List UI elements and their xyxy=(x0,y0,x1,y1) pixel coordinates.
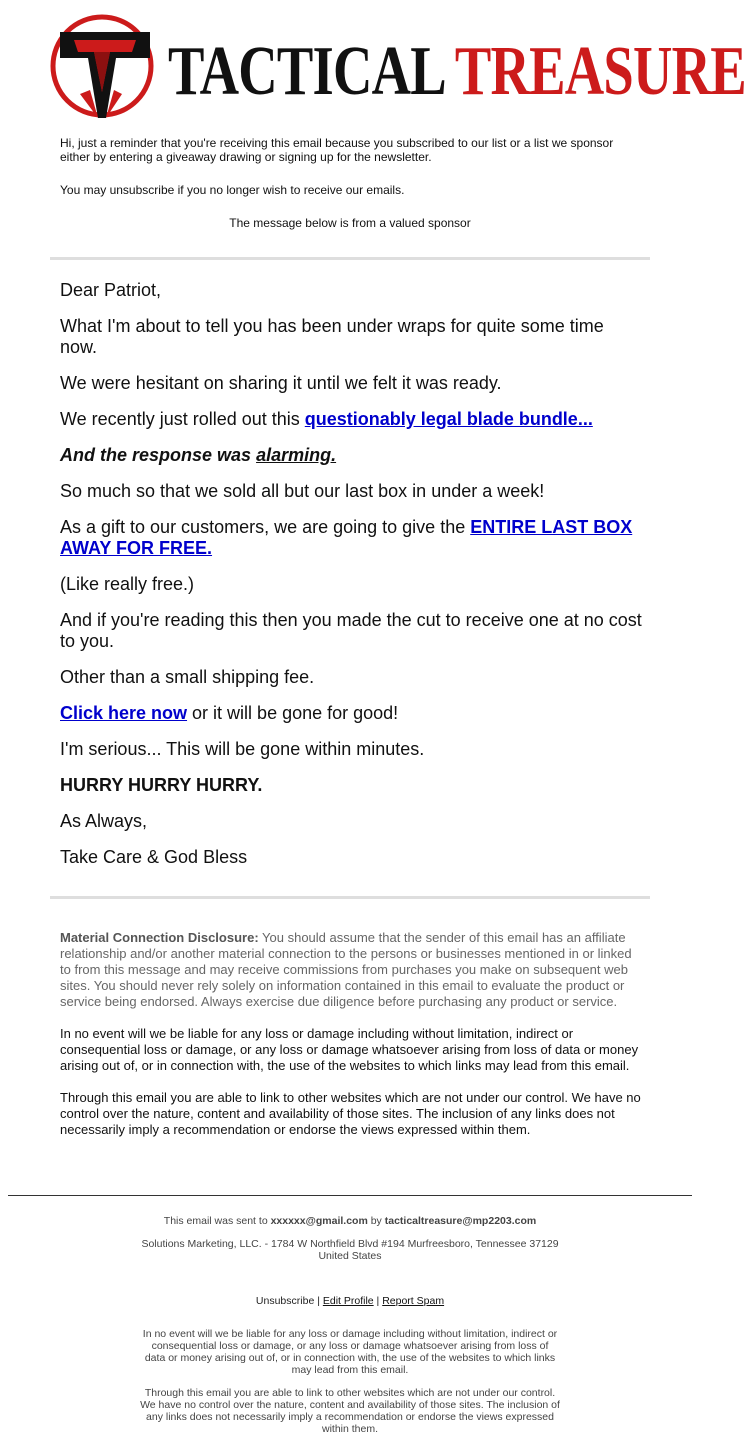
message-body xyxy=(60,280,645,883)
greeting: Dear Patriot, xyxy=(60,280,162,300)
liability-notice: In no event will we be liable for any loss or damage including without limitation, indirect or consequential loss or damage, or any loss or damage whatsoever arising from loss of data or money arising out of, or in connection with, the use of the websites to which links may lead from this email. xyxy=(60,1026,639,1073)
alarming-emphasis: alarming. xyxy=(256,445,337,465)
unsubscribe-link[interactable]: Unsubscribe xyxy=(255,1295,315,1307)
external-links-notice: Through this email you are able to link to other websites which are not under our control. We have no control over the nature, content and availability of those sites. The inclusion of any links does not necessarily imply a recommendation or endorse the views expressed within them. xyxy=(60,1090,641,1137)
message-paragraph: Other than a small shipping fee. xyxy=(60,667,315,687)
brand-logo[interactable] xyxy=(50,10,746,128)
intro-unsubscribe-note: You may unsubscribe if you no longer wish to receive our emails. xyxy=(60,183,405,197)
free-box-link[interactable]: ENTIRE LAST BOX AWAY FOR FREE. xyxy=(60,517,633,558)
brand-wordmark xyxy=(168,32,746,112)
disclosure-label: Material Connection Disclosure: xyxy=(60,930,259,945)
company-address: Solutions Marketing, LLC. - 1784 W Northfield Blvd #194 Murfreesboro, Tennessee 37129 United States xyxy=(141,1238,559,1262)
material-connection-disclosure xyxy=(60,930,642,1010)
message-text: And the response was xyxy=(60,445,257,465)
message-paragraph: What I'm about to tell you has been under wraps for quite some time now. xyxy=(60,316,604,357)
brand-word-treasure: TREASURE xyxy=(454,33,746,110)
disclosure-text: You should assume that the sender of this email has an affiliate relationship and/or another material connection to the persons or businesses mentioned in or linked to from this message and may receive commissions from purchases you make on subsequent web sites. You should never rely solely on information contained in this email to evaluate the product or service being endorsed. Always exercise due diligence before purchasing any product or service. xyxy=(60,930,632,1009)
sent-by-prefix: by xyxy=(367,1215,385,1227)
message-text: We recently just rolled out this xyxy=(60,409,305,429)
report-spam-link[interactable]: Report Spam xyxy=(382,1295,445,1307)
message-paragraph: We were hesitant on sharing it until we felt it was ready. xyxy=(60,373,502,393)
disclosure-section xyxy=(60,930,642,1154)
message-text: As a gift to our customers, we are going to give the xyxy=(60,517,471,537)
message-paragraph: (Like really free.) xyxy=(60,574,195,594)
urgency-callout: HURRY HURRY HURRY. xyxy=(60,775,263,795)
blade-bundle-link[interactable]: questionably legal blade bundle... xyxy=(304,409,593,429)
divider-middle xyxy=(50,896,650,899)
intro-notice xyxy=(60,136,640,230)
message-paragraph: I'm serious... This will be gone within minutes. xyxy=(60,739,425,759)
message-paragraph: And if you're reading this then you made the cut to receive one at no cost to you. xyxy=(60,610,642,651)
email-footer xyxy=(140,1215,560,1435)
message-text: or it will be gone for good! xyxy=(187,703,399,723)
link-separator: | xyxy=(373,1295,383,1307)
tactical-treasure-emblem-icon xyxy=(50,10,160,128)
footer-liability-notice: In no event will we be liable for any loss or damage including without limitation, indirect or consequential loss or damage, or any loss or damage whatsoever arising from loss of data or money arising out of, or in connection with, the use of the websites to which links may lead from this email. xyxy=(142,1328,558,1376)
sign-off: As Always, xyxy=(60,811,148,831)
footer-external-links-notice: Through this email you are able to link to other websites which are not under our control. We have no control over the nature, content and availability of those sites. The inclusion of any links does not necessarily imply a recommendation or endorse the views expressed within them. xyxy=(140,1387,560,1435)
message-paragraph xyxy=(60,517,645,559)
click-here-now-link[interactable]: Click here now xyxy=(60,703,188,723)
intro-sponsor-note: The message below is from a valued sponsor xyxy=(229,216,471,230)
message-paragraph xyxy=(60,445,645,466)
divider-top xyxy=(50,257,650,260)
message-paragraph: So much so that we sold all but our last box in under a week! xyxy=(60,481,545,501)
message-paragraph xyxy=(60,703,645,724)
divider-footer xyxy=(8,1195,692,1196)
intro-subscription-reminder: Hi, just a reminder that you're receiving this email because you subscribed to our list or a list we sponsor either by entering a giveaway drawing or signing up for the newsletter. xyxy=(60,136,614,164)
sent-to-line xyxy=(140,1215,560,1227)
edit-profile-link[interactable]: Edit Profile xyxy=(322,1295,374,1307)
footer-links xyxy=(140,1295,560,1307)
link-separator: | xyxy=(314,1295,323,1307)
recipient-email: xxxxxx@gmail.com xyxy=(270,1215,368,1227)
closing-blessing: Take Care & God Bless xyxy=(60,847,248,867)
sent-prefix: This email was sent to xyxy=(163,1215,271,1227)
sender-email: tacticaltreasure@mp2203.com xyxy=(384,1215,537,1227)
brand-word-tactical: TACTICAL xyxy=(168,33,443,110)
message-paragraph xyxy=(60,409,645,430)
